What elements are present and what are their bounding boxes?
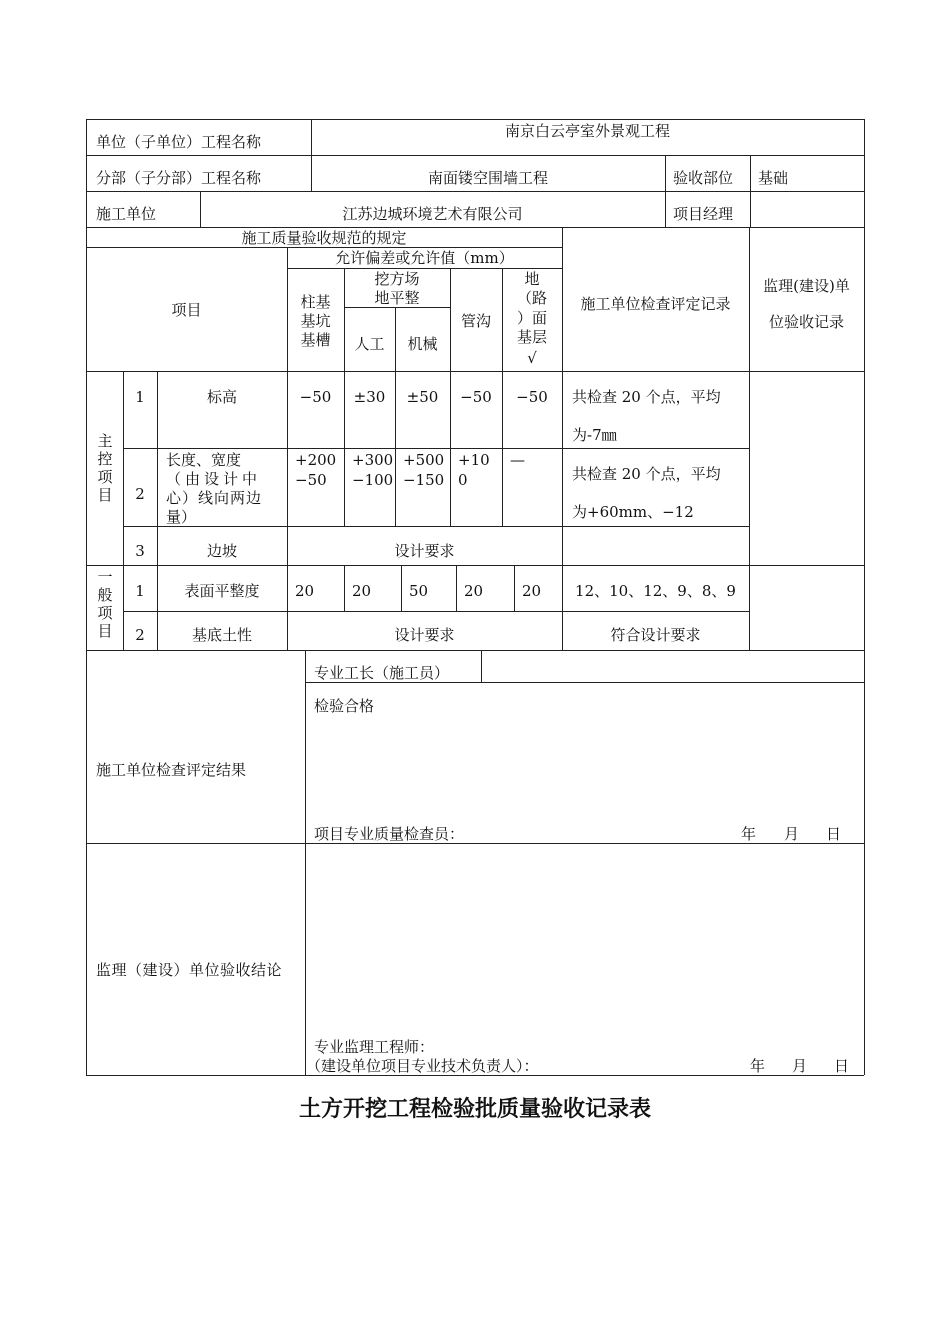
check-record: 符合设计要求	[610, 626, 701, 644]
table-border-right	[864, 119, 865, 1075]
row-divider	[86, 247, 562, 248]
contractor-label: 施工单位	[96, 205, 157, 223]
checkmark-icon: √	[527, 349, 537, 367]
item-name: 表面平整度	[184, 582, 260, 600]
row-divider	[86, 227, 864, 228]
row-divider	[344, 307, 450, 308]
quality-inspector-label: 项目专业质量检查员：	[314, 825, 465, 843]
supervising-engineer-label: 专业监理工程师：	[314, 1038, 435, 1056]
row-divider	[86, 843, 864, 844]
tolerance-value: −50	[295, 471, 327, 489]
item-name: 标高	[206, 388, 237, 406]
design-requirement: 设计要求	[394, 626, 455, 644]
col-excavation-header: 挖方场	[374, 270, 420, 288]
general-items-label: 一般项目	[97, 568, 113, 640]
col-ditch-header: 管沟	[460, 312, 491, 330]
col-pile-header: 柱基	[300, 293, 331, 311]
tolerance-value: —	[510, 451, 525, 469]
sub-project-label: 分部（子分部）工程名称	[96, 169, 262, 187]
tolerance-value: 20	[352, 582, 372, 600]
tolerance-value: +200	[295, 451, 337, 469]
unit-project-label: 单位（子单位）工程名称	[96, 133, 262, 151]
tolerance-value: 20	[464, 582, 484, 600]
inspection-conclusion: 检验合格	[314, 697, 375, 715]
col-machine-header: 机械	[407, 335, 438, 353]
row-number: 3	[135, 542, 145, 560]
item-name: 量）	[166, 508, 197, 526]
supervisor-record-header: 监理(建设)单	[763, 277, 850, 295]
date-year: 年	[750, 1057, 766, 1075]
supervisor-record-header: 位验收记录	[768, 313, 844, 331]
tolerance-value: +300	[352, 451, 394, 469]
project-manager-label: 项目经理	[673, 205, 734, 223]
row-divider	[123, 448, 749, 449]
tolerance-header: 允许偏差或允许值（mm）	[335, 249, 514, 267]
col-divider	[344, 565, 345, 611]
item-header: 项目	[171, 301, 202, 319]
row-divider	[86, 650, 864, 651]
check-record: 12、10、12、9、8、9	[575, 582, 736, 600]
col-divider	[157, 371, 158, 650]
tolerance-value: 20	[295, 582, 315, 600]
item-name: 长度、宽度	[166, 451, 242, 469]
col-road-header: （路	[516, 289, 547, 307]
col-divider	[401, 565, 402, 611]
foreman-label: 专业工长（施工员）	[314, 664, 450, 682]
col-divider	[750, 155, 751, 227]
tolerance-value: 50	[409, 582, 429, 600]
item-name: 边坡	[206, 542, 237, 560]
row-divider	[86, 371, 864, 372]
contractor-result-label: 施工单位检查评定结果	[96, 761, 247, 779]
tolerance-value: 20	[522, 582, 542, 600]
date-month: 月	[792, 1057, 808, 1075]
item-name: 心）线向两边	[166, 489, 263, 507]
tolerance-value: −50	[460, 388, 492, 406]
col-road-header: 基层	[516, 328, 547, 346]
col-divider	[514, 565, 515, 611]
main-control-label: 主控项目	[97, 432, 113, 504]
col-divider	[665, 155, 666, 227]
row-divider	[86, 191, 864, 192]
col-excavation-header: 地平整	[374, 289, 420, 307]
row-number: 1	[135, 582, 145, 600]
design-requirement: 设计要求	[394, 542, 455, 560]
acceptance-part-label: 验收部位	[673, 169, 734, 187]
check-record: 为-7㎜	[572, 426, 617, 444]
col-divider	[481, 650, 482, 682]
owner-representative-label: （建设单位项目专业技术负责人）：	[306, 1057, 539, 1075]
tolerance-value: −50	[299, 388, 332, 406]
row-number: 2	[135, 485, 145, 503]
check-record: 共检查 20 个点，平均	[572, 465, 721, 483]
sub-project-value: 南面镂空围墙工程	[427, 169, 548, 187]
row-number: 2	[135, 626, 145, 644]
col-manual-header: 人工	[354, 335, 385, 353]
document-title: 土方开挖工程检验批质量验收记录表	[298, 1097, 651, 1122]
col-road-header: 地	[524, 270, 540, 288]
spec-title: 施工质量验收规范的规定	[241, 229, 407, 247]
tolerance-value: ±30	[353, 388, 386, 406]
row-number: 1	[135, 388, 145, 406]
col-pile-header: 基坑	[300, 312, 331, 330]
col-road-header: ）面	[516, 309, 547, 327]
date-day: 日	[826, 825, 842, 843]
check-record: 为+60mm、−12	[572, 503, 694, 521]
tolerance-value: −100	[352, 471, 394, 489]
col-divider	[123, 371, 124, 650]
table-border-left	[86, 119, 87, 1075]
row-divider	[305, 682, 864, 683]
row-divider	[287, 268, 562, 269]
tolerance-value: ±50	[406, 388, 439, 406]
col-divider	[305, 650, 306, 1075]
date-day: 日	[834, 1057, 850, 1075]
unit-project-value: 南京白云亭室外景观工程	[504, 122, 670, 140]
tolerance-value: +10	[458, 451, 490, 469]
date-month: 月	[784, 825, 800, 843]
tolerance-value: 0	[458, 471, 468, 489]
date-year: 年	[741, 825, 757, 843]
tolerance-value: +500	[403, 451, 445, 469]
supervisor-result-label: 监理（建设）单位验收结论	[96, 961, 283, 979]
table-border-top	[86, 119, 864, 120]
item-name: （由设计中	[166, 470, 262, 488]
table-border-bottom	[86, 1075, 864, 1076]
contractor-value: 江苏边城环境艺术有限公司	[342, 205, 523, 223]
tolerance-value: −150	[403, 471, 445, 489]
tolerance-value: −50	[516, 388, 548, 406]
row-divider	[123, 526, 749, 527]
acceptance-part-value: 基础	[758, 169, 789, 187]
col-pile-header: 基槽	[300, 331, 331, 349]
col-divider	[456, 565, 457, 611]
row-divider	[86, 565, 864, 566]
check-record: 共检查 20 个点，平均	[572, 388, 721, 406]
item-name: 基底土性	[191, 626, 252, 644]
row-divider	[123, 611, 749, 612]
contractor-record-header: 施工单位检查评定记录	[580, 295, 731, 313]
row-divider	[86, 155, 864, 156]
